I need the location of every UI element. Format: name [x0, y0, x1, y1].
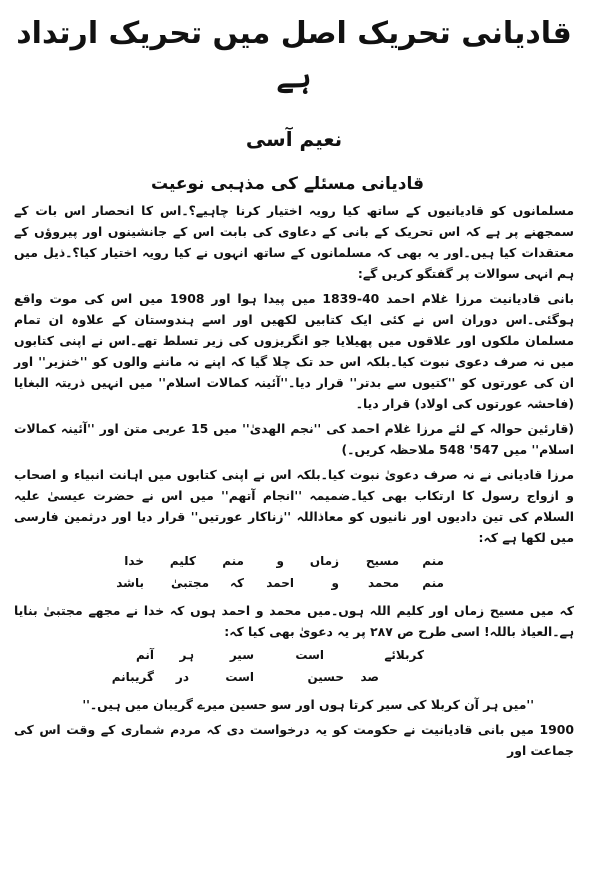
document-page: [0, 12, 590, 885]
verse-line-2: [14, 574, 574, 596]
persian-couplet-1: [14, 552, 574, 596]
verse-word: صد: [360, 670, 379, 684]
paragraph-1: مسلمانوں کو قادیانیوں کے ساتھ کیا رویہ اختیار کرنا چاہیے؟۔اس کا انحصار اس بات کے سمجھنے پر ہے کہ اس تحریک کے بانی کے دعاوی کی بابت اس کے جانشینوں اور پیروؤں کے معتقدات کیا ہیں۔اور یہ بھی کہ مسلمانوں کے ساتھ انہوں نے کیا رویہ اختیار کیا؟۔ذیل میں ہم انہی سوالات پر گفتگو کریں گے:: [14, 203, 574, 281]
verse-line-1: [14, 552, 574, 574]
verse-word: مسیح: [365, 554, 399, 568]
paragraph-7: 1900 میں بانی قادیانیت نے حکومت کو یہ درخواست دی کہ مردم شماری کے وقت اس کی جماعت اور: [14, 722, 574, 758]
verse-word: حسین: [307, 670, 344, 684]
verse-word: منم: [422, 576, 444, 590]
verse-word: منم: [422, 554, 444, 568]
paragraph-3: (قارئین حوالہ کے لئے مرزا غلام احمد کی ''نجم الھدیٰ'' میں 15 عربی متن اور ''آئینہ کمالات اسلام'' میں 547' 548 ملاحظہ کریں۔): [14, 421, 574, 457]
verse-word: مجتبیٰ: [170, 576, 209, 590]
paragraph-2: بانی قادیانیت مرزا غلام احمد 40-1839 میں پیدا ہوا اور 1908 میں اس کی موت واقع ہوگئی۔اس دوران اس نے کئی ایک کتابیں لکھیں اور اسے ہندوستان کے علاوہ ان تمام مسلمان ملکوں اور علاقوں میں پھیلایا جو انگریزوں کی زیر تسلط تھے۔اس نے اپنی کتابوں میں نہ صرف دعوی نبوت کیا۔بلکہ اس حد تک چلا گیا کہ اپنے نہ ماننے والوں کو ''خنزیر'' اور ان کی عورتوں کو ''کتیوں سے بدتر'' قرار دیا۔''آئینہ کمالات اسلام'' میں انہیں ذریتہ البغایا (فاحشہ عورتوں کی اولاد) قرار دیا۔: [14, 291, 574, 411]
verse-word: است: [225, 670, 254, 684]
verse-word: در: [175, 670, 189, 684]
verse-word: منم: [222, 554, 244, 568]
author-name: نعیم آسی: [245, 127, 343, 151]
section-heading: قادیانی مسئلے کی مذہبی نوعیت: [150, 174, 424, 194]
verse-word: گریبانم: [111, 670, 154, 684]
verse-word: و: [331, 576, 339, 590]
verse-line-4: [14, 668, 574, 690]
verse-word: خدا: [124, 554, 144, 568]
paragraph-5: کہ میں مسیح زماں اور کلیم اللہ ہوں۔میں محمد و احمد ہوں کہ خدا نے مجھے مجتبیٰ بنایا ہے۔العیاذ باللہ! اسی طرح ص ۲۸۷ پر یہ دعویٰ بھی کیا کہ:: [14, 603, 574, 639]
paragraph-6: ''میں ہر آن کربلا کی سیر کرتا ہوں اور سو حسین میرے گریبان میں ہیں۔'': [82, 697, 534, 712]
verse-word: کلیم: [169, 554, 196, 568]
persian-couplet-2: [14, 646, 574, 690]
verse-word: ہر: [179, 648, 194, 662]
verse-word: باشد: [116, 576, 144, 590]
verse-word: آنم: [135, 648, 154, 662]
verse-word: کربلائے: [384, 648, 424, 662]
verse-word: احمد: [266, 576, 294, 590]
verse-word: زماں: [309, 554, 339, 568]
article-title: قادیانی تحریک اصل میں تحریک ارتداد ہے: [16, 16, 572, 95]
verse-word: و: [276, 554, 284, 568]
verse-word: محمد: [367, 576, 399, 590]
paragraph-4: مرزا قادیانی نے نہ صرف دعویٰ نبوت کیا۔بلکہ اس نے اپنی کتابوں میں اہانت انبیاء و اصحاب و ازواج رسول کا ارتکاب بھی کیا۔ضمیمہ ''انجام آتھم'' میں اس نے حضرت عیسیٰ علیہ السلام کی تین دادیوں اور نانیوں کو معاذاللہ ''زناکار عورتیں'' قرار دیا اور درثمین فارسی میں لکھا ہے کہ:: [14, 467, 574, 545]
article-body: [14, 200, 574, 761]
verse-word: سیر: [229, 648, 254, 662]
verse-word: کہ: [229, 576, 244, 590]
verse-word: است: [295, 648, 324, 662]
verse-line-3: [14, 646, 574, 668]
